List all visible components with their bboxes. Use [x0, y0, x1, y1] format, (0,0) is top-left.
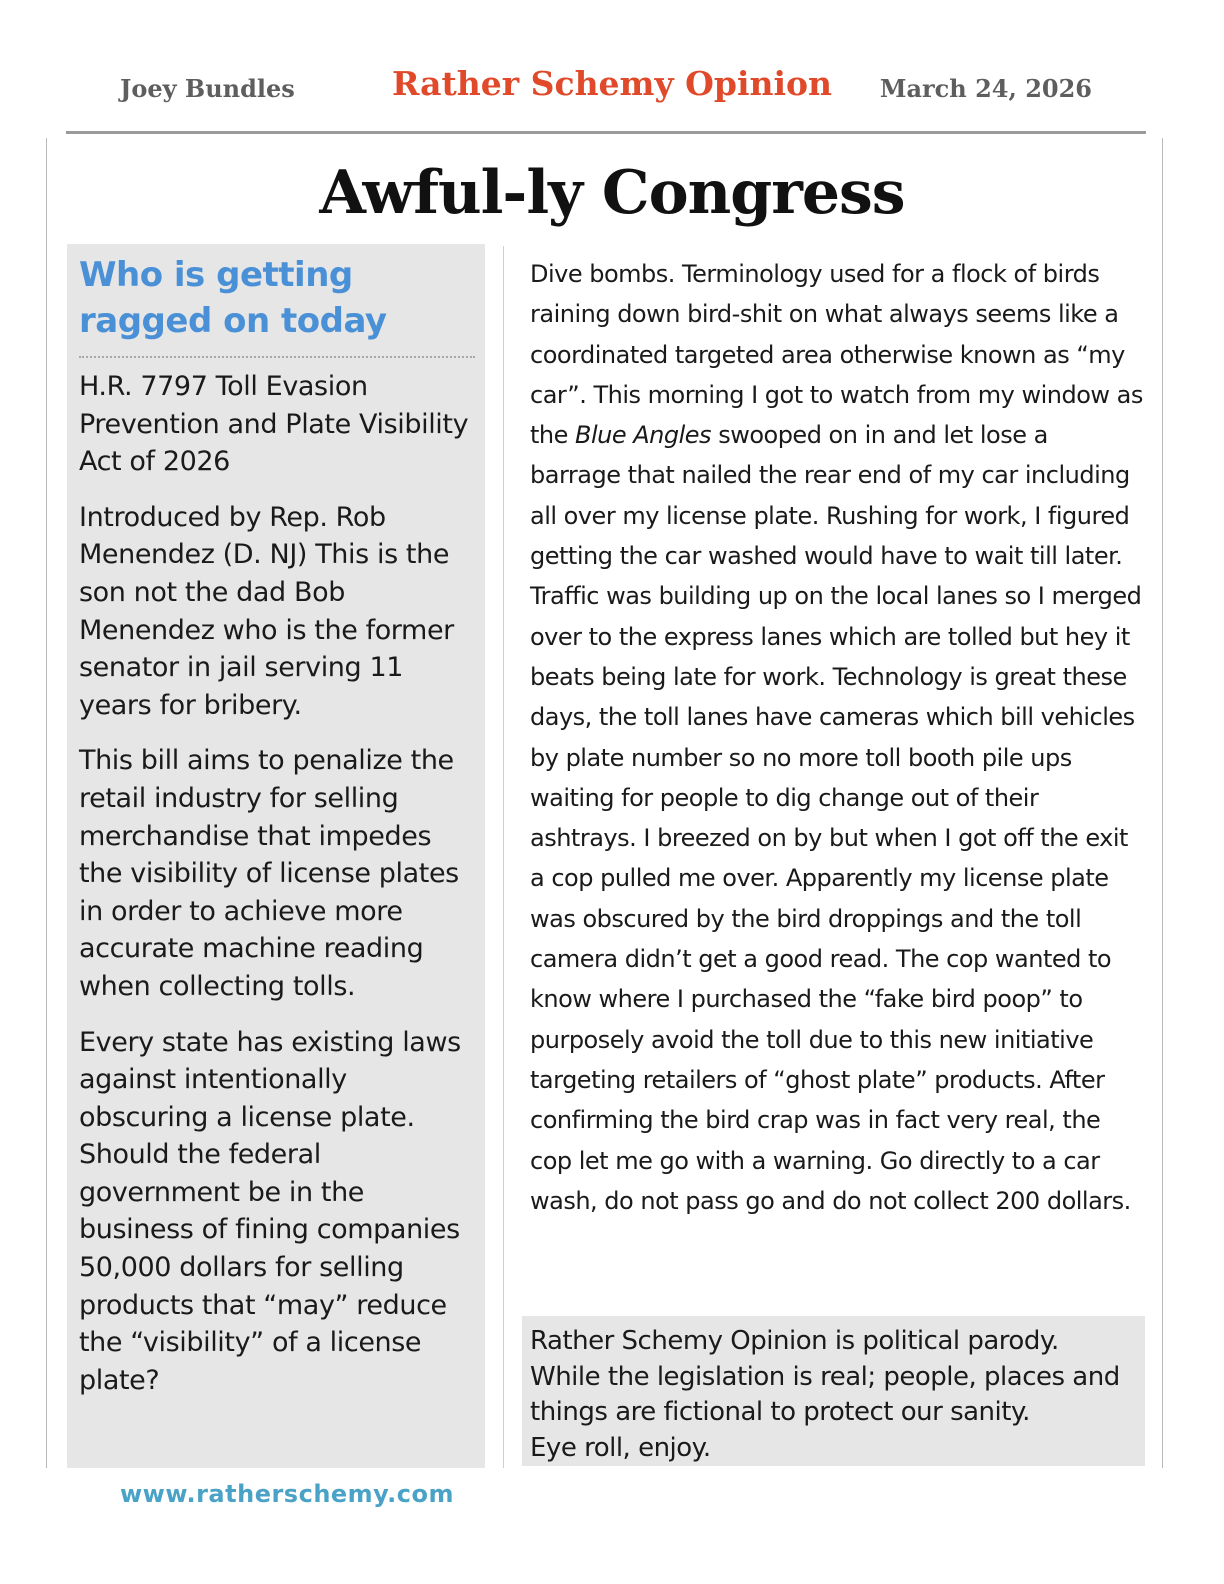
masthead — [0, 62, 1224, 122]
disclaimer-line: While the legislation is real; people, places and — [530, 1361, 1120, 1392]
sidebar-title: Who is getting ragged on today — [79, 255, 387, 341]
article-text-part-2: swooped on in and let lose a barrage that nailed the rear end of my car including all over my license plate. Rushing for work, I figured getting the car washed would have to wait till later. Traffic was building up on the local lanes so I merged over to the express lanes which are tolled but hey it beats being late for work. Technology is great these days, the toll lanes have cameras which bill vehicles by plate number so no more toll booth pile ups waiting for people to dig change out of their ashtrays. I breezed on by but when I got off the exit a cop pulled me over. Apparently my license plate was obscured by the bird droppings and the toll camera didn’t get a good read. The cop wanted to know where I purchased the “fake bird poop” to purposely avoid the toll due to this new initiative targeting retailers of “ghost plate” products. After confirming the bird crap was in fact very real, the cop let me go with a warning. Go directly to a car wash, do not pass go and do not collect 200 dollars. — [530, 421, 1142, 1215]
article-paragraph — [530, 254, 1145, 1221]
disclaimer-line: Eye roll, enjoy. — [530, 1432, 711, 1463]
publication-title: Rather Schemy Opinion — [391, 64, 833, 103]
disclaimer-line: Rather Schemy Opinion is political parody. — [530, 1326, 1059, 1356]
parody-disclaimer — [522, 1316, 1145, 1466]
article-italic-text: Blue Angles — [575, 421, 712, 450]
page-frame-left — [46, 138, 47, 1468]
article-headline: Awful-ly Congress — [319, 158, 905, 228]
column-divider — [503, 246, 504, 1468]
article-body — [530, 254, 1145, 1221]
sidebar-divider — [79, 356, 475, 358]
page-frame-right — [1162, 138, 1163, 1468]
bill-summary-paragraph: This bill aims to penalize the retail industry for selling merchandise that impedes the visibility of license plates in order to achieve more accurate machine reading when collecting tolls. — [79, 745, 459, 1002]
question-paragraph: Every state has existing laws against intentionally obscuring a license plate. Should the federal government be in the business of fining companies 50,000 dollars for selling products that “may” reduce the “visibility” of a license plate? — [79, 1026, 461, 1396]
masthead-rule — [66, 131, 1146, 134]
bill-name: H.R. 7797 Toll Evasion Prevention and Plate Visibility Act of 2026 — [79, 371, 469, 478]
publication-date: March 24, 2026 — [879, 74, 1092, 103]
sidebar-panel — [67, 244, 485, 1468]
author-name: Joey Bundles — [120, 74, 295, 103]
disclaimer-line: things are fictional to protect our sanity. — [530, 1397, 1030, 1427]
website-link[interactable]: www.ratherschemy.com — [120, 1480, 454, 1508]
article-text-part-1: Dive bombs. Terminology used for a flock of birds raining down bird-shit on what always seems like a coordinated targeted area otherwise known as “my car”. This morning I got to watch from my window as the — [530, 260, 1143, 450]
sponsor-paragraph: Introduced by Rep. Rob Menendez (D. NJ) This is the son not the dad Bob Menendez who is the former senator in jail serving 11 years for bribery. — [79, 501, 454, 721]
